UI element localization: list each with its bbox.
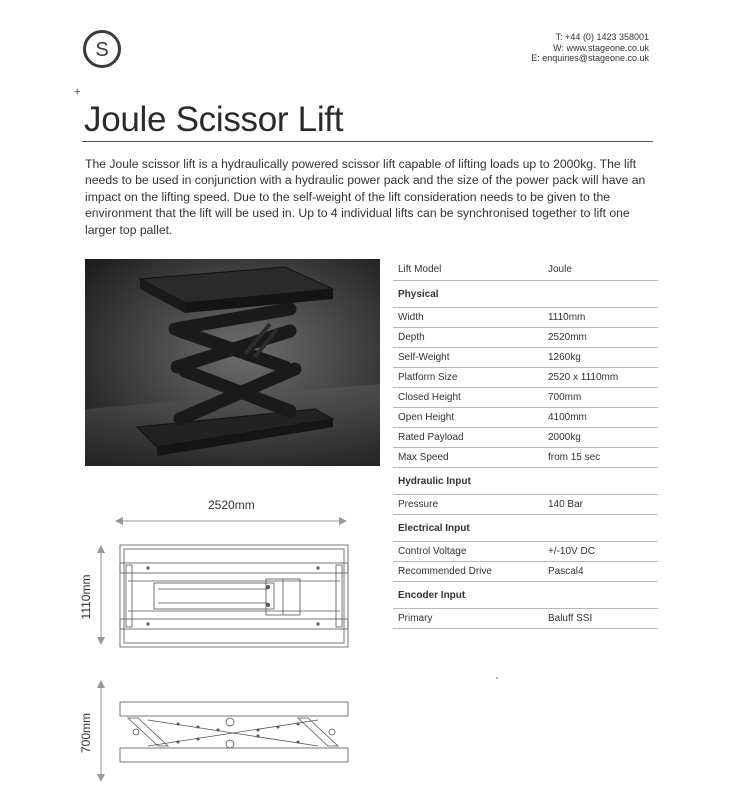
spec-section-hydraulic [393, 468, 658, 495]
spec-row [393, 542, 658, 562]
dimension-height-label: 700mm [79, 713, 93, 754]
stageone-logo [82, 29, 122, 69]
top-view-drawing [118, 543, 350, 649]
dimension-width-label: 1110mm [79, 574, 93, 620]
section-heading: Electrical Input [393, 515, 658, 542]
product-photo [85, 259, 380, 466]
web-link[interactable]: W: www.stageone.co.uk [553, 42, 649, 53]
spec-value: 1260kg [548, 348, 658, 368]
spec-section-physical [393, 281, 658, 308]
spec-row-model [393, 258, 658, 281]
spec-label: Depth [393, 328, 548, 348]
spec-label: Width [393, 308, 548, 328]
spec-value: 700mm [548, 388, 658, 408]
spec-value: +/-10V DC [548, 542, 658, 562]
spec-row [393, 388, 658, 408]
spec-label: Control Voltage [393, 542, 548, 562]
spec-label: Platform Size [393, 368, 548, 388]
contact-block [531, 32, 649, 64]
spec-row [393, 562, 658, 582]
stray-dot [496, 677, 498, 679]
dimension-length-label: 2520mm [208, 498, 255, 512]
spec-row [393, 368, 658, 388]
spec-value: 140 Bar [548, 495, 658, 515]
spec-section-encoder [393, 582, 658, 609]
width-arrow [94, 545, 108, 645]
section-heading: Hydraulic Input [393, 468, 658, 495]
spec-value: 2000kg [548, 428, 658, 448]
email-link[interactable]: E: enquiries@stageone.co.uk [531, 53, 649, 63]
spec-row [393, 495, 658, 515]
spec-row [393, 308, 658, 328]
section-heading: Encoder Input [393, 582, 658, 609]
svg-text:S: S [95, 39, 109, 61]
spec-label: Primary [393, 609, 548, 629]
spec-row [393, 448, 658, 468]
spec-label: Pressure [393, 495, 548, 515]
spec-row [393, 328, 658, 348]
spec-value: 2520 x 1110mm [548, 368, 658, 388]
spec-label: Self-Weight [393, 348, 548, 368]
spec-label: Max Speed [393, 448, 548, 468]
spec-row [393, 428, 658, 448]
spec-table [393, 258, 658, 629]
spec-row [393, 348, 658, 368]
spec-row [393, 408, 658, 428]
spec-label: Rated Payload [393, 428, 548, 448]
spec-value: Joule [548, 258, 658, 281]
spec-value: 1110mm [548, 308, 658, 328]
spec-row [393, 609, 658, 629]
intro-paragraph: The Joule scissor lift is a hydraulically powered scissor lift capable of lifting loads up to 2000kg. The lift needs to be used in conjunction with a hydraulic power pack and the size of the power pack will have an impact on the lifting speed. Due to the self-weight of the lift consideration needs to be given to the environment that the lift will be used in. Up to 4 individual lifts can be synchronised together to lift one larger top pallet. [85, 157, 646, 237]
spec-value: Pascal4 [548, 562, 658, 582]
crop-marker: + [74, 86, 81, 98]
spec-label: Recommended Drive [393, 562, 548, 582]
height-arrow [94, 680, 108, 782]
section-heading: Physical [393, 281, 658, 308]
page-title: Joule Scissor Lift [84, 100, 344, 139]
spec-label: Open Height [393, 408, 548, 428]
title-divider [82, 141, 653, 142]
spec-value: 4100mm [548, 408, 658, 428]
spec-value: from 15 sec [548, 448, 658, 468]
spec-label: Closed Height [393, 388, 548, 408]
spec-value: Baluff SSI [548, 609, 658, 629]
length-arrow [115, 514, 347, 528]
spec-section-electrical [393, 515, 658, 542]
side-view-drawing [118, 700, 350, 764]
spec-value: 2520mm [548, 328, 658, 348]
spec-label: Lift Model [393, 258, 548, 281]
phone-text: T: +44 (0) 1423 358001 [555, 32, 649, 42]
